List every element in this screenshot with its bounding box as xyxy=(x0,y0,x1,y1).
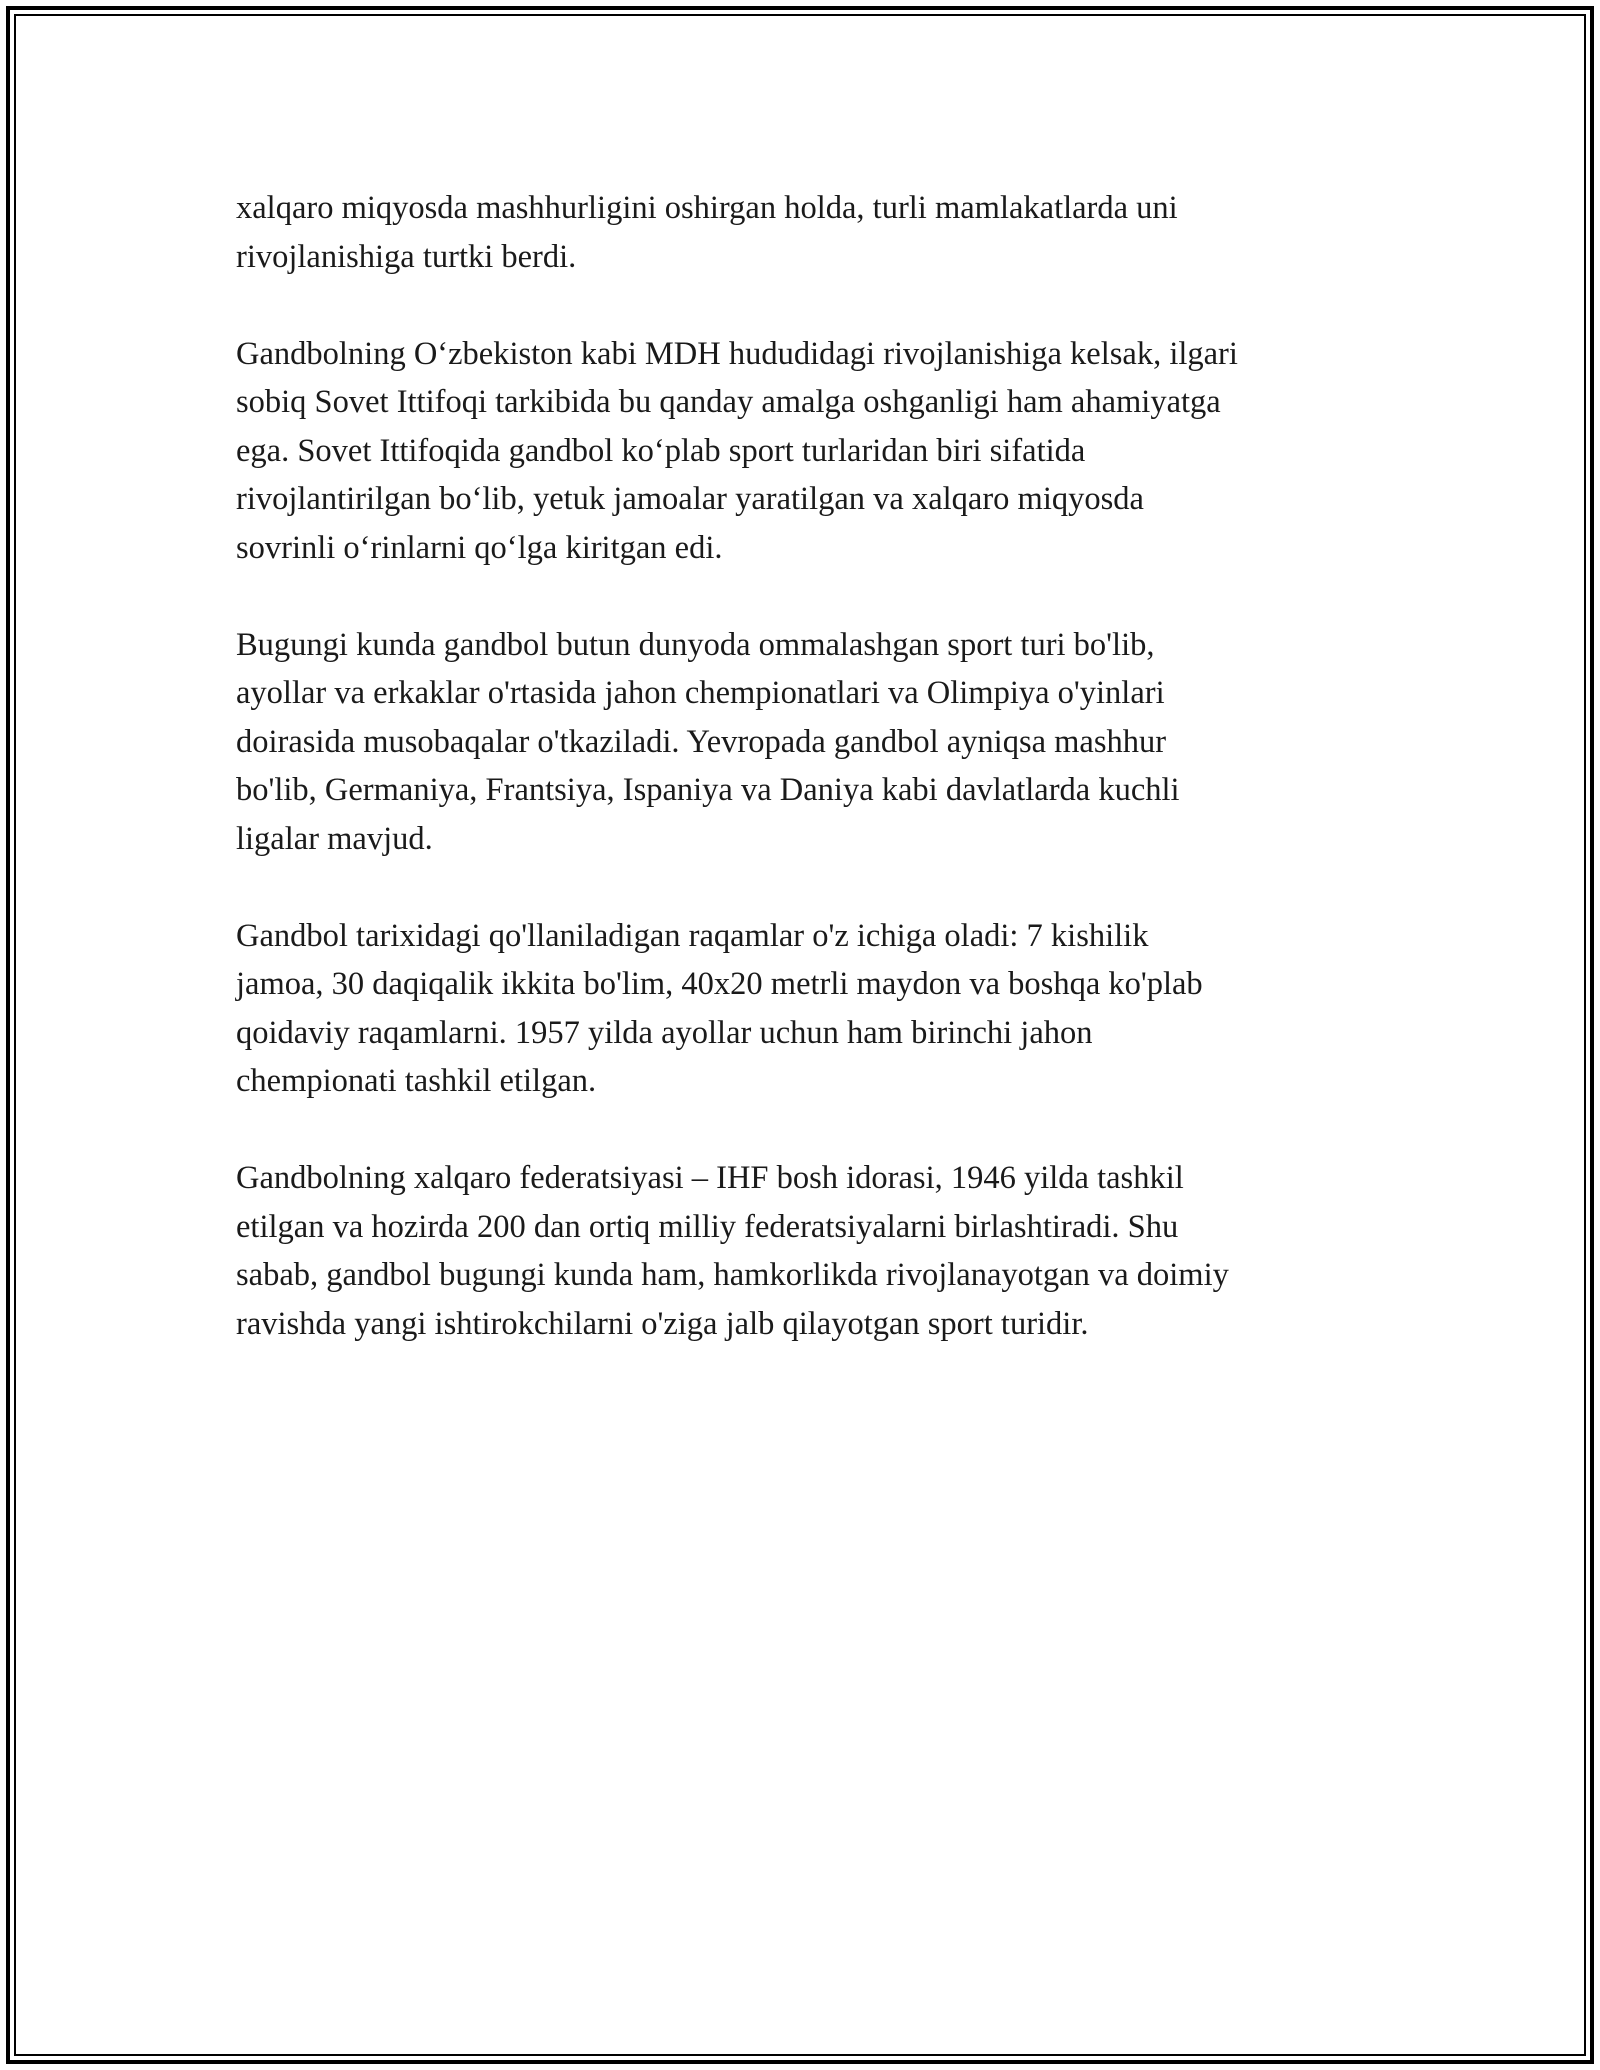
text-line: ligalar mavjud. xyxy=(236,820,433,857)
text-line: doirasida musobaqalar o'tkaziladi. Yevropada gandbol ayniqsa mashhur xyxy=(236,723,1167,760)
text-line: Gandbol tarixidagi qo'llaniladigan raqamlar o'z ichiga oladi: 7 kishilik xyxy=(236,917,1149,954)
text-line: sovrinli o‘rinlarni qo‘lga kiritgan edi. xyxy=(236,529,723,566)
text-line: Gandbolning xalqaro federatsiyasi – IHF bosh idorasi, 1946 yilda tashkil xyxy=(236,1160,1184,1196)
paragraph-4 xyxy=(236,912,1376,1106)
text-line: chempionati tashkil etilgan. xyxy=(236,1063,597,1099)
text-line: etilgan va hozirda 200 dan ortiq milliy federatsiyalarni birlashtiradi. Shu xyxy=(236,1208,1179,1245)
text-line: sabab, gandbol bugungi kunda ham, hamkorlikda rivojlanayotgan va doimiy xyxy=(236,1257,1229,1293)
text-line: qoidaviy raqamlarni. 1957 yilda ayollar uchun ham birinchi jahon xyxy=(236,1014,1093,1051)
text-line: bo'lib, Germaniya, Frantsiya, Ispaniya va Daniya kabi davlatlarda kuchli xyxy=(236,772,1180,808)
text-line: Gandbolning O‘zbekiston kabi MDH hududidagi rivojlanishiga kelsak, ilgari xyxy=(236,335,1238,372)
text-line: rivojlanishiga turtki berdi. xyxy=(236,238,577,275)
paragraph-3 xyxy=(236,621,1376,864)
paragraph-5 xyxy=(236,1154,1376,1348)
text-line: jamoa, 30 daqiqalik ikkita bo'lim, 40x20 metrli maydon va boshqa ko'plab xyxy=(236,966,1203,1002)
text-line: ega. Sovet Ittifoqida gandbol ko‘plab sport turlaridan biri sifatida xyxy=(236,432,1086,469)
text-line: rivojlantirilgan bo‘lib, yetuk jamoalar yaratilgan va xalqaro miqyosda xyxy=(236,481,1144,517)
text-line: sobiq Sovet Ittifoqi tarkibida bu qanday amalga oshganligi ham ahamiyatga xyxy=(236,384,1221,420)
text-line: ravishda yangi ishtirokchilarni o'ziga jalb qilayotgan sport turidir. xyxy=(236,1305,1089,1342)
document-body xyxy=(236,184,1376,1397)
text-line: xalqaro miqyosda mashhurligini oshirgan holda, turli mamlakatlarda uni xyxy=(236,190,1178,226)
text-line: Bugungi kunda gandbol butun dunyoda ommalashgan sport turi bo'lib, xyxy=(236,626,1155,663)
paragraph-2 xyxy=(236,330,1376,573)
text-line: ayollar va erkaklar o'rtasida jahon chempionatlari va Olimpiya o'yinlari xyxy=(236,675,1165,711)
paragraph-1 xyxy=(236,184,1376,281)
